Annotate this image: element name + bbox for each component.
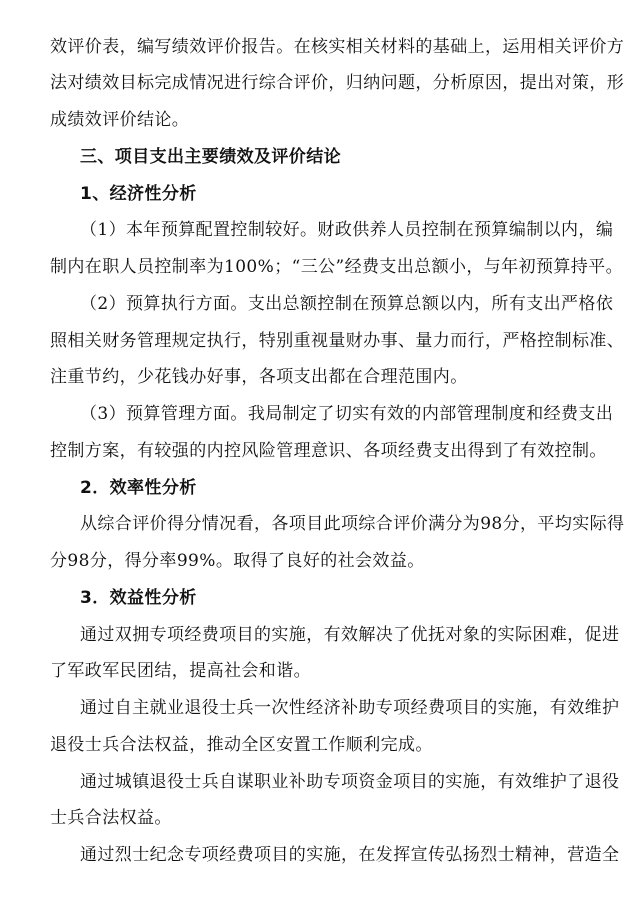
paragraph-line: 通过双拥专项经费项目的实施，有效解决了优抚对象的实际困难，促进: [80, 625, 620, 645]
paragraph-line: 制内在职人员控制率为100%；“三公”经费支出总额小，与年初预算持平。: [50, 257, 623, 277]
paragraph-line: 从综合评价得分情况看，各项目此项综合评价满分为98分，平均实际得: [80, 514, 625, 534]
paragraph-line: 通过城镇退役士兵自谋职业补助专项资金项目的实施，有效维护了退役: [80, 772, 620, 792]
paragraph-line: 效评价表，编写绩效评价报告。在核实相关材料的基础上，运用相关评价方: [50, 37, 625, 57]
subsection-heading: 3．效益性分析: [80, 588, 197, 608]
subsection-heading: 1、经济性分析: [80, 184, 197, 204]
paragraph-line: 了军政军民团结，提高社会和谐。: [50, 661, 311, 681]
paragraph-line: （3）预算管理方面。我局制定了切实有效的内部管理制度和经费支出: [80, 404, 614, 424]
paragraph-line: 通过烈士纪念专项经费项目的实施，在发挥宣传弘扬烈士精神，营造全: [80, 845, 620, 865]
paragraph-line: （1）本年预算配置控制较好。财政供养人员控制在预算编制以内，编: [80, 220, 614, 240]
paragraph-line: 成绩效评价结论。: [50, 110, 190, 130]
paragraph-line: 退役士兵合法权益，推动全区安置工作顺利完成。: [50, 735, 433, 755]
paragraph-line: 法对绩效目标完成情况进行综合评价，归纳问题，分析原因，提出对策，形: [50, 73, 625, 93]
subsection-heading: 2．效率性分析: [80, 478, 197, 498]
paragraph-line: 士兵合法权益。: [50, 808, 172, 828]
paragraph-line: 照相关财务管理规定执行，特别重视量财办事、量力而行，严格控制标准、: [50, 331, 625, 351]
paragraph-line: 注重节约，少花钱办好事，各项支出都在合理范围内。: [50, 367, 468, 387]
paragraph-line: 控制方案，有较强的内控风险管理意识、各项经费支出得到了有效控制。: [50, 441, 607, 461]
paragraph-line: （2）预算执行方面。支出总额控制在预算总额以内，所有支出严格依: [80, 294, 614, 314]
paragraph-line: 通过自主就业退役士兵一次性经济补助专项经费项目的实施，有效维护: [80, 698, 620, 718]
paragraph-line: 分98分，得分率99%。取得了良好的社会效益。: [50, 551, 425, 571]
section-heading: 三、项目支出主要绩效及评价结论: [80, 147, 341, 167]
